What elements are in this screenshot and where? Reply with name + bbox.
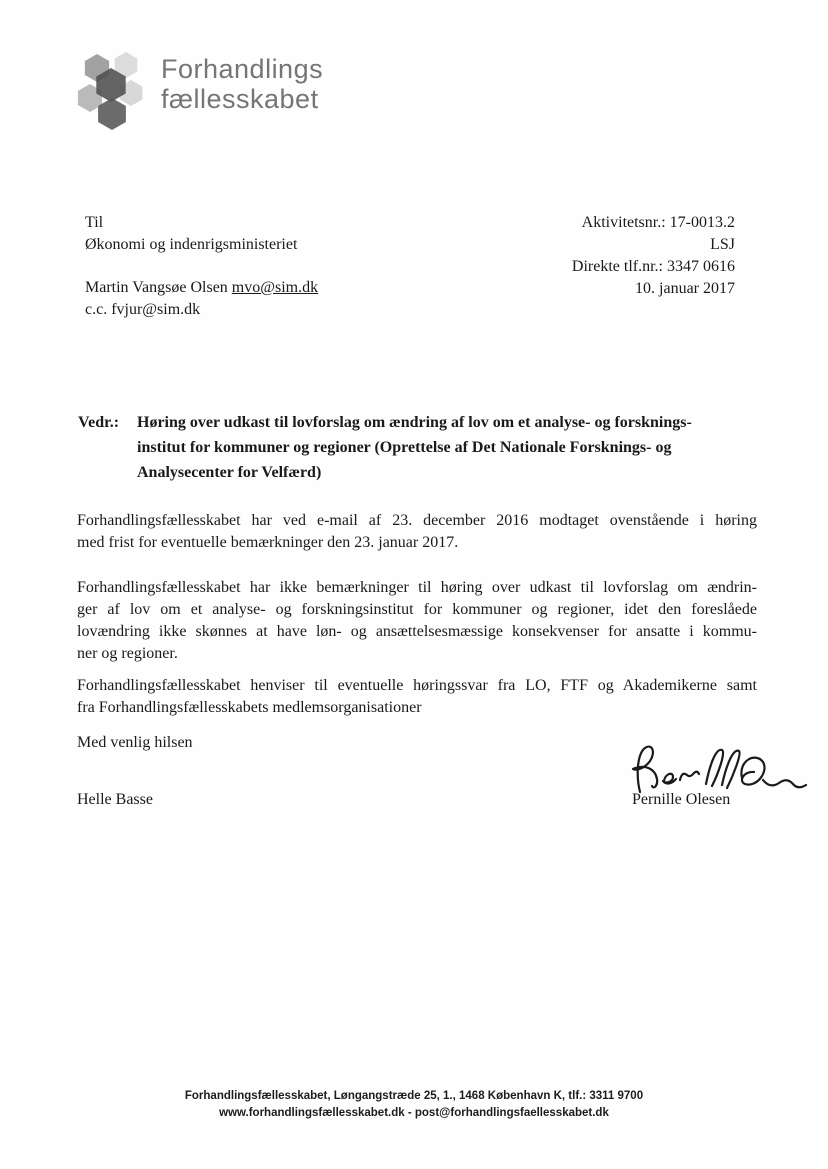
hexagon-cluster-icon xyxy=(75,46,145,132)
recipient-to-label: Til xyxy=(85,214,104,231)
signer-name-left: Helle Basse xyxy=(77,791,153,808)
signature-stroke xyxy=(633,747,657,792)
signature-stroke xyxy=(680,772,699,780)
hexagon-bottom-dark xyxy=(98,98,126,130)
recipient-contact-email: mvo@sim.dk xyxy=(231,279,319,296)
signature-stroke xyxy=(663,774,676,784)
logo-word-line1: Forhandlings xyxy=(161,54,324,84)
meta-date: 10. januar 2017 xyxy=(635,280,735,297)
recipient-cc-line: c.c. fvjur@sim.dk xyxy=(85,301,201,318)
logo-word-line2: fællesskabet xyxy=(161,84,319,114)
org-logo-wordmark xyxy=(161,54,323,114)
recipient-spacer xyxy=(85,256,318,277)
footer-web-email-line: www.forhandlingsfællesskabet.dk - post@forhandlingsfaellesskabet.dk xyxy=(219,1107,609,1119)
signature-stroke xyxy=(763,780,806,787)
body-line: fra Forhandlingsfællesskabets medlemsorganisationer xyxy=(77,699,422,716)
closing-salutation: Med venlig hilsen xyxy=(77,734,193,751)
letter-footer xyxy=(0,1088,828,1122)
body-paragraph-3 xyxy=(77,675,757,719)
subject-block xyxy=(78,410,754,485)
body-line: Forhandlingsfællesskabet har ikke bemærkninger til høring over udkast til lovforslag om ændrin- xyxy=(77,579,757,596)
body-line: ger af lov om et analyse- og forskningsinstitut for kommuner og regioner, idet den foreslåede xyxy=(77,601,757,618)
subject-line: institut for kommuner og regioner (Oprettelse af Det Nationale Forsknings- og xyxy=(137,439,672,456)
body-line: lovændring ikke skønnes at have løn- og ansættelsesmæssige konsekvenser for ansatte i kommu- xyxy=(77,623,757,640)
body-line: ner og regioner. xyxy=(77,645,178,662)
meta-initials: LSJ xyxy=(710,236,735,253)
body-paragraph-1 xyxy=(77,510,757,554)
subject-text xyxy=(137,410,692,485)
org-logo xyxy=(75,46,323,132)
signature-stroke xyxy=(741,758,764,785)
recipient-organization: Økonomi og indenrigsministeriet xyxy=(85,236,298,253)
recipient-contact-name: Martin Vangsøe Olsen xyxy=(85,279,232,296)
meta-direct-phone: Direkte tlf.nr.: 3347 0616 xyxy=(571,258,735,275)
recipient-contact-line xyxy=(85,277,318,299)
subject-line: Høring over udkast til lovforslag om ændring af lov om et analyse- og forsknings- xyxy=(137,414,692,431)
subject-label: Vedr.: xyxy=(78,414,120,431)
body-line: Forhandlingsfællesskabet henviser til eventuelle høringssvar fra LO, FTF og Akademikerne samt xyxy=(77,677,757,694)
body-line: med frist for eventuelle bemærkninger den 23. januar 2017. xyxy=(77,534,459,551)
body-paragraph-2 xyxy=(77,577,757,665)
signer-name-right: Pernille Olesen xyxy=(632,791,731,808)
subject-line: Analysecenter for Velfærd) xyxy=(137,464,322,481)
signature-stroke xyxy=(706,750,723,786)
signature-stroke xyxy=(722,751,740,788)
footer-address-line: Forhandlingsfællesskabet, Løngangstræde 25, 1., 1468 København K, tlf.: 3311 9700 xyxy=(184,1090,644,1102)
recipient-block xyxy=(85,212,318,321)
body-line: Forhandlingsfællesskabet har ved e-mail af 23. december 2016 modtaget ovenstående i høring xyxy=(77,512,757,529)
letter-meta-block xyxy=(572,212,735,300)
meta-activity-number: Aktivitetsnr.: 17-0013.2 xyxy=(581,214,735,231)
